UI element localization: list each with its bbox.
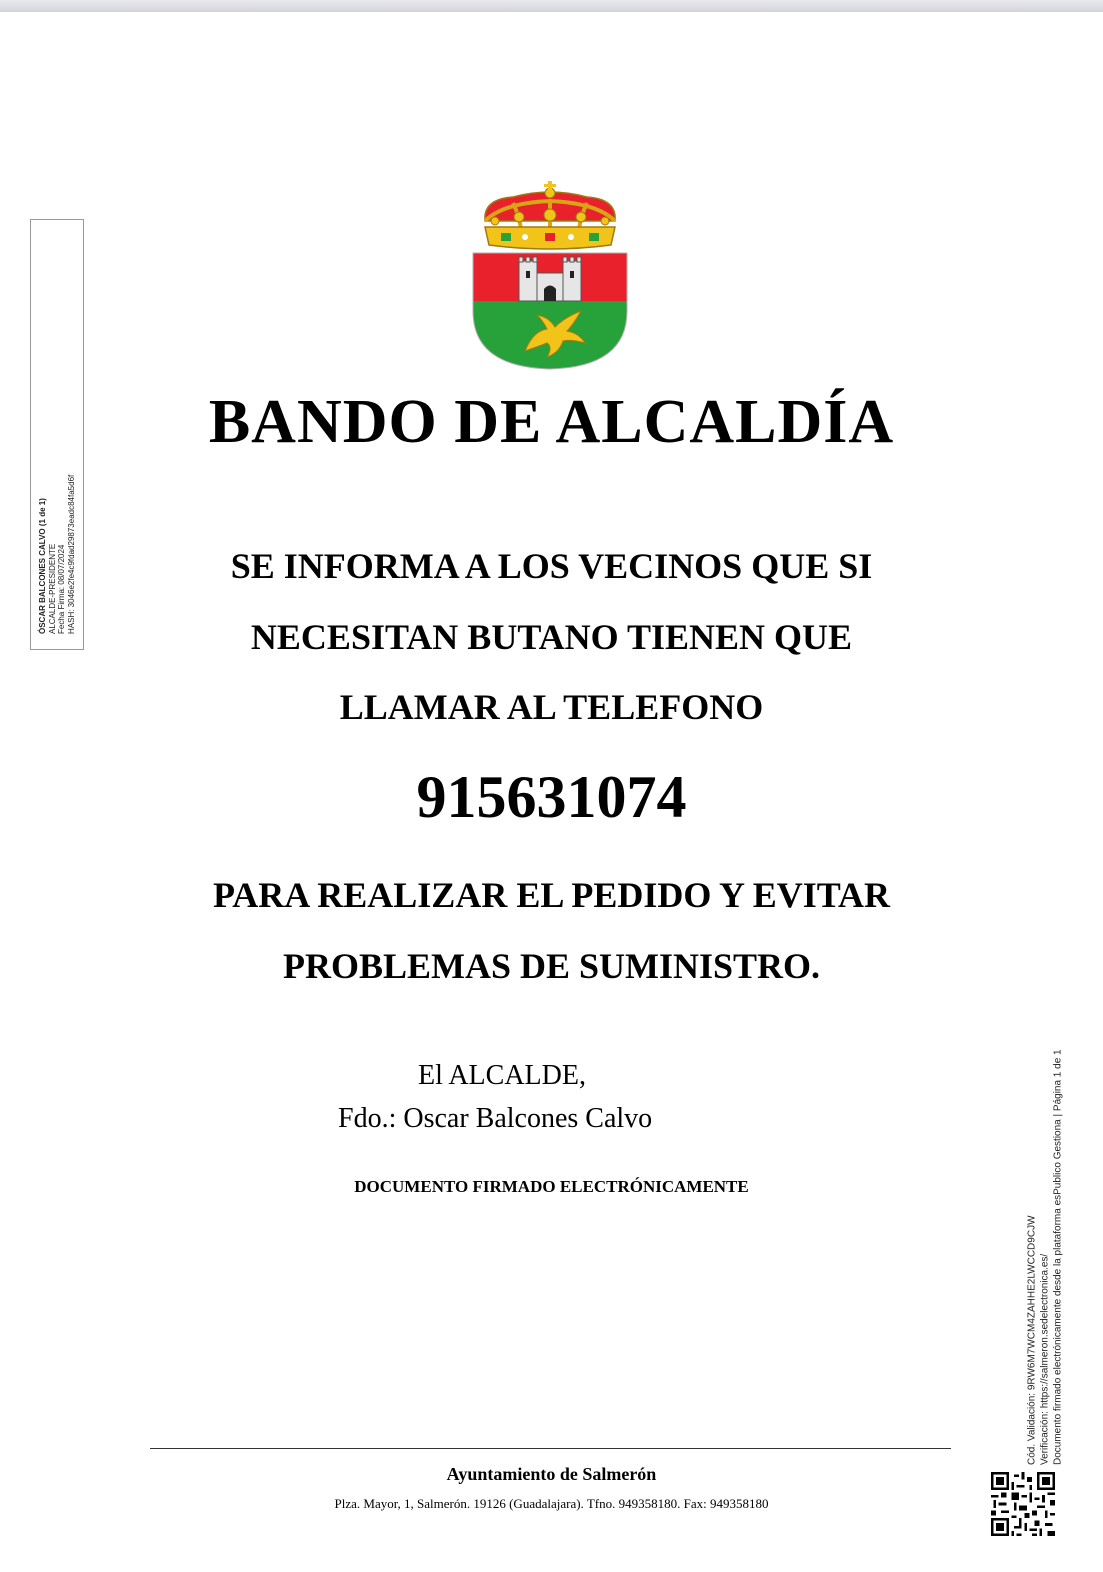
phone-number: 915631074 — [416, 764, 687, 830]
verification-code: Cód. Validación: 9RW6M7WCM4ZAHHE2LWCCD9CJW — [1026, 1215, 1038, 1465]
stamp-hash: HASH: 3046e2fe4c9fdad29873eadc84fa5d6f — [66, 474, 76, 634]
verification-note: Documento firmado electrónicamente desde la plataforma esPublico Gestiona | Página 1 de 1 — [1052, 1049, 1064, 1465]
body-line-1: SE INFORMA A LOS VECINOS QUE SI — [230, 546, 873, 586]
verification-text — [1026, 995, 1065, 1465]
digital-signature-notice: DOCUMENTO FIRMADO ELECTRÓNICAMENTE — [354, 1177, 749, 1196]
stamp-role: ALCALDE-PRESIDENTE — [47, 543, 57, 634]
footer-organization: Ayuntamiento de Salmerón — [446, 1464, 657, 1484]
body-line-3: LLAMAR AL TELEFONO — [339, 687, 764, 727]
closing-line-1: PARA REALIZAR EL PEDIDO Y EVITAR — [212, 875, 891, 915]
signature-role: El ALCALDE, — [418, 1060, 586, 1091]
viewer-top-bar — [0, 0, 1103, 12]
body-line-2: NECESITAN BUTANO TIENEN QUE — [250, 617, 853, 657]
footer-divider — [150, 1448, 951, 1449]
coat-of-arms-icon — [463, 181, 637, 373]
closing-line-2: PROBLEMAS DE SUMINISTRO. — [282, 946, 821, 986]
signature-name: Fdo.: Oscar Balcones Calvo — [338, 1103, 653, 1134]
stamp-signer: ÓSCAR BALCONES CALVO (1 de 1) — [38, 498, 47, 634]
page-title: BANDO DE ALCALDÍA — [208, 388, 895, 456]
verification-url: Verificación: https://salmeron.sedelectronica.es/ — [1039, 1253, 1051, 1465]
stamp-date: Fecha Firma: 08/07/2024 — [57, 544, 66, 634]
footer-address: Plza. Mayor, 1, Salmerón. 19126 (Guadalajara). Tfno. 949358180. Fax: 949358180 — [334, 1496, 769, 1511]
qr-code-icon — [991, 1472, 1055, 1536]
